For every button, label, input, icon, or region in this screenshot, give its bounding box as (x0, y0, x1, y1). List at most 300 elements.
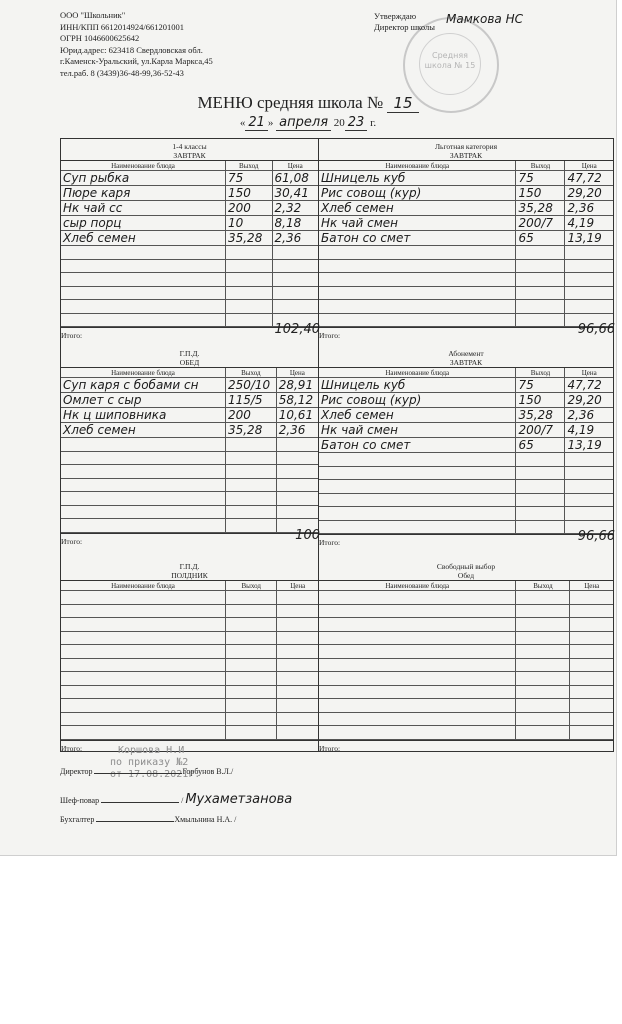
block-meal: ОБЕД (179, 358, 200, 367)
dish-price (277, 604, 318, 618)
block-category: Абонемент (448, 349, 484, 358)
dish-output (225, 300, 272, 314)
column-header: Выход (516, 581, 570, 591)
dish-output (225, 712, 276, 726)
block-meal: ПОЛДНИК (171, 571, 208, 580)
table-row (319, 216, 613, 231)
dish-name: Суп рыбка (61, 171, 225, 186)
dish-price: 10,61 (276, 408, 318, 423)
dish-output: 250/10 (225, 378, 276, 393)
accountant-name: Хмыльнина Н.А. (174, 815, 233, 824)
dish-price (276, 465, 318, 479)
dish-output (225, 591, 276, 605)
dish-table (319, 581, 613, 740)
dish-output (225, 699, 276, 713)
table-row (61, 451, 318, 465)
table-row (61, 478, 318, 492)
dish-table (319, 161, 613, 327)
dish-price (570, 712, 613, 726)
total-label: Итого: (319, 743, 341, 753)
dish-output: 150 (516, 186, 565, 201)
table-row (61, 393, 318, 408)
dish-table (61, 368, 318, 533)
approve-label: Утверждаю (374, 11, 417, 21)
dish-price (570, 685, 613, 699)
dish-name (61, 631, 225, 645)
dish-output: 75 (516, 378, 565, 393)
column-header: Наименование блюда (61, 581, 225, 591)
dish-name (61, 519, 225, 533)
dish-output (225, 631, 276, 645)
dish-name (61, 478, 225, 492)
dish-price (277, 685, 318, 699)
total-value: 100 (295, 527, 320, 543)
dish-price (277, 645, 318, 659)
dish-name (61, 438, 225, 452)
dish-output (225, 246, 272, 260)
menu-right-column (319, 139, 613, 751)
dish-name: Шницель куб (319, 378, 516, 393)
block-total (61, 322, 320, 343)
dish-name (61, 505, 225, 519)
dish-price (277, 631, 318, 645)
table-row (61, 408, 318, 423)
dish-price (565, 300, 613, 314)
table-row (319, 378, 613, 393)
menu-block (61, 139, 318, 343)
dish-output (225, 259, 272, 273)
block-header (61, 559, 318, 581)
date-year: 23 (345, 115, 368, 131)
dish-output (225, 604, 276, 618)
date-year-prefix: 20 (333, 117, 345, 129)
dish-name: Шницель куб (319, 171, 516, 186)
dish-output: 150 (516, 393, 565, 408)
column-header: Выход (225, 581, 276, 591)
dish-table (319, 368, 613, 534)
block-meal: ЗАВТРАК (173, 151, 206, 160)
dish-price (276, 451, 318, 465)
table-row (319, 259, 613, 273)
block-category: Г.П.Д. (179, 349, 200, 358)
dish-price (570, 658, 613, 672)
dish-name (61, 699, 225, 713)
dish-name (319, 273, 516, 287)
table-row (319, 631, 613, 645)
dish-output (516, 259, 565, 273)
block-total (319, 740, 613, 756)
dish-price (272, 273, 318, 287)
total-value: 102,40 (274, 322, 320, 337)
dish-output: 200/7 (516, 216, 565, 231)
table-row (61, 273, 318, 287)
dish-name (319, 313, 516, 327)
table-row (61, 186, 318, 201)
table-row (61, 699, 318, 713)
faint-name: Коршова Н.И (118, 745, 185, 756)
table-row (61, 465, 318, 479)
column-header: Наименование блюда (61, 368, 225, 378)
column-header: Выход (516, 161, 565, 171)
total-value: 96,66 (577, 529, 615, 544)
dish-price (276, 478, 318, 492)
table-row (61, 171, 318, 186)
table-row (61, 658, 318, 672)
dish-name: Батон со смет (319, 438, 516, 453)
column-header: Цена (277, 581, 318, 591)
dish-price: 28,91 (276, 378, 318, 393)
table-row (319, 246, 613, 260)
table-row (319, 186, 613, 201)
table-row (61, 246, 318, 260)
dish-name: Хлеб семен (319, 201, 516, 216)
dish-name (61, 672, 225, 686)
dish-output (225, 273, 272, 287)
total-value: 96,66 (577, 322, 615, 337)
dish-output: 150 (225, 186, 272, 201)
table-row (61, 378, 318, 393)
dish-name (319, 520, 516, 534)
table-row (319, 520, 613, 534)
table-row (319, 480, 613, 494)
dish-output (225, 478, 276, 492)
dish-name (319, 466, 516, 480)
block-header (319, 559, 613, 581)
table-row (61, 631, 318, 645)
table-row (319, 699, 613, 713)
table-row (319, 672, 613, 686)
table-row (61, 712, 318, 726)
dish-name (61, 658, 225, 672)
table-row (61, 201, 318, 216)
dish-output (516, 604, 570, 618)
dish-name (319, 286, 516, 300)
dish-price: 29,20 (565, 186, 613, 201)
dish-price (565, 259, 613, 273)
dish-output (225, 672, 276, 686)
dish-name (319, 493, 516, 507)
date-day: 21 (245, 115, 268, 131)
dish-output (225, 726, 276, 740)
dish-price (565, 466, 613, 480)
dish-name (319, 246, 516, 260)
dish-name (319, 726, 516, 740)
dish-output (516, 520, 565, 534)
dish-price (277, 726, 318, 740)
dish-output (516, 273, 565, 287)
dish-price: 13,19 (565, 231, 613, 246)
block-header (319, 139, 613, 161)
dish-price (565, 246, 613, 260)
dish-name: Рис совощ (кур) (319, 186, 516, 201)
total-label: Итого: (61, 331, 83, 340)
dish-name (319, 712, 516, 726)
block-category: Свободный выбор (436, 562, 496, 571)
org-ogrn: ОГРН 1046600625642 (60, 33, 140, 43)
table-row (61, 259, 318, 273)
dish-name (319, 631, 516, 645)
total-label: Итого: (61, 743, 83, 753)
org-inn: ИНН/КПП 6612014924/661201001 (60, 21, 184, 32)
chef-label: Шеф-повар (60, 796, 100, 805)
block-total (61, 740, 318, 756)
column-header: Наименование блюда (61, 161, 225, 171)
column-header: Цена (570, 581, 613, 591)
menu-date: « 21 » апреля 20 23 г. (239, 115, 377, 130)
dish-name: Нк чай смен (319, 216, 516, 231)
table-row (61, 618, 318, 632)
organization-info (60, 10, 213, 79)
menu-title (0, 93, 616, 113)
approval-block (374, 11, 435, 33)
dish-price (277, 618, 318, 632)
dish-name (319, 300, 516, 314)
block-header (61, 346, 318, 368)
dish-output (516, 726, 570, 740)
dish-output (225, 438, 276, 452)
dish-output (516, 480, 565, 494)
dish-name (61, 591, 225, 605)
table-row (61, 505, 318, 519)
dish-output: 35,28 (516, 408, 565, 423)
dish-name (319, 645, 516, 659)
dish-price (570, 645, 613, 659)
chef-name: Мухаметзанова (185, 792, 293, 807)
block-meal: Обед (457, 571, 475, 580)
dish-name: Суп каря с бобами сн (61, 378, 225, 393)
dish-price: 2,36 (565, 201, 613, 216)
dish-output (516, 591, 570, 605)
dish-output: 10 (225, 216, 272, 231)
dish-output: 115/5 (225, 393, 276, 408)
dish-price (565, 493, 613, 507)
table-row (61, 672, 318, 686)
dish-output: 35,28 (225, 423, 276, 438)
dish-name (61, 273, 225, 287)
dish-price: 61,08 (272, 171, 318, 186)
dish-name: Батон со смет (319, 231, 516, 246)
block-header (319, 346, 613, 368)
dish-output (516, 618, 570, 632)
dish-price: 2,36 (272, 231, 318, 246)
table-row (319, 408, 613, 423)
dish-price: 13,19 (565, 438, 613, 453)
column-header: Цена (565, 161, 613, 171)
dish-price: 47,72 (565, 171, 613, 186)
dish-price: 4,19 (565, 216, 613, 231)
table-row (319, 286, 613, 300)
dish-price: 29,20 (565, 393, 613, 408)
table-row (319, 591, 613, 605)
dish-price (565, 480, 613, 494)
dish-price (570, 604, 613, 618)
dish-output (516, 507, 565, 521)
table-row (319, 423, 613, 438)
dish-name (61, 492, 225, 506)
dish-price (276, 438, 318, 452)
menu-block (61, 346, 318, 549)
dish-name (319, 480, 516, 494)
table-row (61, 492, 318, 506)
dish-output (516, 313, 565, 327)
table-row (319, 393, 613, 408)
dish-price (570, 591, 613, 605)
dish-price (272, 246, 318, 260)
column-header: Наименование блюда (319, 161, 516, 171)
org-name: ООО "Школьник" (60, 10, 126, 20)
dish-price: 2,36 (565, 408, 613, 423)
dish-output (516, 466, 565, 480)
dish-table (61, 581, 318, 740)
dish-output (516, 658, 570, 672)
menu-left-column (61, 139, 319, 751)
dish-output: 75 (225, 171, 272, 186)
dish-name (61, 451, 225, 465)
dish-price (272, 259, 318, 273)
table-row (61, 231, 318, 246)
dish-output: 65 (516, 438, 565, 453)
dish-name: Рис совощ (кур) (319, 393, 516, 408)
dish-price (570, 699, 613, 713)
total-label: Итого: (319, 331, 341, 340)
dish-name (61, 286, 225, 300)
dish-price (570, 631, 613, 645)
dish-price (277, 672, 318, 686)
table-row (61, 438, 318, 452)
dish-name (61, 604, 225, 618)
table-row (319, 438, 613, 453)
table-row (319, 658, 613, 672)
table-row (319, 453, 613, 467)
dish-name: Омлет с сыр (61, 393, 225, 408)
column-header: Цена (272, 161, 318, 171)
table-row (61, 423, 318, 438)
table-row (319, 231, 613, 246)
dish-output (225, 685, 276, 699)
org-phone: тел.раб. 8 (3439)36-48-99,36-52-43 (60, 67, 184, 78)
dish-price (570, 618, 613, 632)
date-suffix: г. (370, 117, 377, 129)
block-total (319, 529, 615, 550)
menu-title-text: МЕНЮ средняя школа № (197, 93, 384, 112)
dish-name: Нк чай сс (61, 201, 225, 216)
dish-output (516, 645, 570, 659)
dish-output (516, 246, 565, 260)
dish-name (61, 645, 225, 659)
menu-sheet: ООО "Школьник" ИНН/КПП 6612014924/661201001 ОГРН 1046600625642 Юрид.адрес: 623418 Свердловская обл. г.Каменск-Уральский, ул.Карла Маркса,45 тел.раб. 8 (3439)36-48-99,36-52-43 Средняя школа № 15 Утверждаю Директор школы Мамкова НС МЕНЮ средняя школа № 15 « 21 » апреля 20 23 г. 1-4 классы ЗАВТРАК Наименование блюда Выход Цена Суп рыбка 75 61,08 Пюре каря 150 30,41 Нк чай сс 200 2,32 сыр порц 10 8,18 Хлеб семен 35,28 2,36 Итого: 102,40 Г.П.Д. ОБЕД Наименование блюда Выход Цена Суп каря с бобами сн 250/10 28,91 Омлет с сыр 115/5 58,12 Нк ц шиповника 200 10,61 Хлеб семен 35,28 2,36 Итого: 100 Г.П.Д. ПОЛДНИК Наименование блюда Выход Цена Итого: Льготная категория ЗАВТРАК Наименование блюда Выход Цена Шницель куб 75 47,72 Рис совощ (кур) 150 29,20 Хлеб семен 35,28 2,36 Нк чай смен 200/7 4,19 Батон со смет 65 13,19 Итого: 96,66 Абонемент ЗАВТРАК Наименование блюда Выход Цена Шницель куб 75 47,72 Рис совощ (кур) 150 29,20 Хлеб семен 35,28 2,36 Нк чай смен 200/7 4,19 Батон со смет 65 13,19 Итого: 96,66 Свободный выбор Обед Наименование блюда Выход Цена Итого: Коршова Н.И по приказу №2 от 17.08.2021г. Директор Горбунов В.Л./ Шеф-повар / Мухаметзанова Бухгалтер Хмыльнина Н.А. / (0, 0, 617, 856)
table-row (319, 645, 613, 659)
table-row (319, 726, 613, 740)
dish-output (225, 451, 276, 465)
table-row (61, 726, 318, 740)
dish-output (225, 492, 276, 506)
table-row (61, 685, 318, 699)
dish-price (276, 505, 318, 519)
dish-output (516, 300, 565, 314)
dish-output: 35,28 (516, 201, 565, 216)
dish-price: 47,72 (565, 378, 613, 393)
approve-director-label: Директор школы (374, 22, 435, 32)
column-header: Выход (225, 161, 272, 171)
dish-name (61, 246, 225, 260)
dish-price (272, 286, 318, 300)
menu-block (319, 559, 613, 756)
dish-output (225, 645, 276, 659)
dish-name (319, 453, 516, 467)
dish-name: Нк ц шиповника (61, 408, 225, 423)
block-header (61, 139, 318, 161)
date-month: апреля (276, 115, 331, 131)
menu-block (319, 139, 613, 343)
director-name: Горбунов В.Л. (182, 767, 231, 776)
dish-name: Нк чай смен (319, 423, 516, 438)
dish-name (319, 259, 516, 273)
dish-table (61, 161, 318, 327)
menu-block (319, 346, 613, 550)
block-meal: ЗАВТРАК (449, 358, 483, 367)
dish-name: сыр порц (61, 216, 225, 231)
table-row (319, 313, 613, 327)
table-row (319, 201, 613, 216)
menu-block (61, 559, 318, 756)
dish-output (225, 658, 276, 672)
dish-name (61, 465, 225, 479)
block-category: Г.П.Д. (179, 562, 200, 571)
school-number: 15 (387, 94, 418, 113)
dish-output (225, 505, 276, 519)
block-total (319, 322, 615, 343)
block-category: 1-4 классы (172, 142, 207, 151)
table-row (61, 591, 318, 605)
menu-grid (60, 138, 614, 752)
dish-name (319, 591, 516, 605)
faint-order-date: от 17.08.2021г. (110, 769, 201, 780)
table-row (319, 618, 613, 632)
accountant-label: Бухгалтер (60, 815, 95, 824)
dish-output (516, 453, 565, 467)
dish-name (61, 300, 225, 314)
dish-name (319, 618, 516, 632)
dish-name: Хлеб семен (319, 408, 516, 423)
dish-name (61, 685, 225, 699)
table-row (61, 300, 318, 314)
dish-output: 35,28 (225, 231, 272, 246)
dish-name (61, 618, 225, 632)
dish-output: 200 (225, 201, 272, 216)
table-row (61, 286, 318, 300)
faint-order: по приказу №2 (110, 757, 189, 768)
dish-name: Пюре каря (61, 186, 225, 201)
dish-price: 2,32 (272, 201, 318, 216)
table-row (319, 300, 613, 314)
table-row (61, 216, 318, 231)
dish-price: 8,18 (272, 216, 318, 231)
table-row (319, 604, 613, 618)
block-meal: ЗАВТРАК (449, 151, 483, 160)
total-label: Итого: (61, 536, 83, 546)
dish-output (225, 286, 272, 300)
dish-output (516, 685, 570, 699)
dish-price (277, 658, 318, 672)
dish-price (277, 712, 318, 726)
dish-output: 200 (225, 408, 276, 423)
dish-output (516, 493, 565, 507)
dish-price: 58,12 (276, 393, 318, 408)
dish-output (516, 286, 565, 300)
dish-price (570, 726, 613, 740)
dish-name (319, 699, 516, 713)
dish-name (319, 604, 516, 618)
